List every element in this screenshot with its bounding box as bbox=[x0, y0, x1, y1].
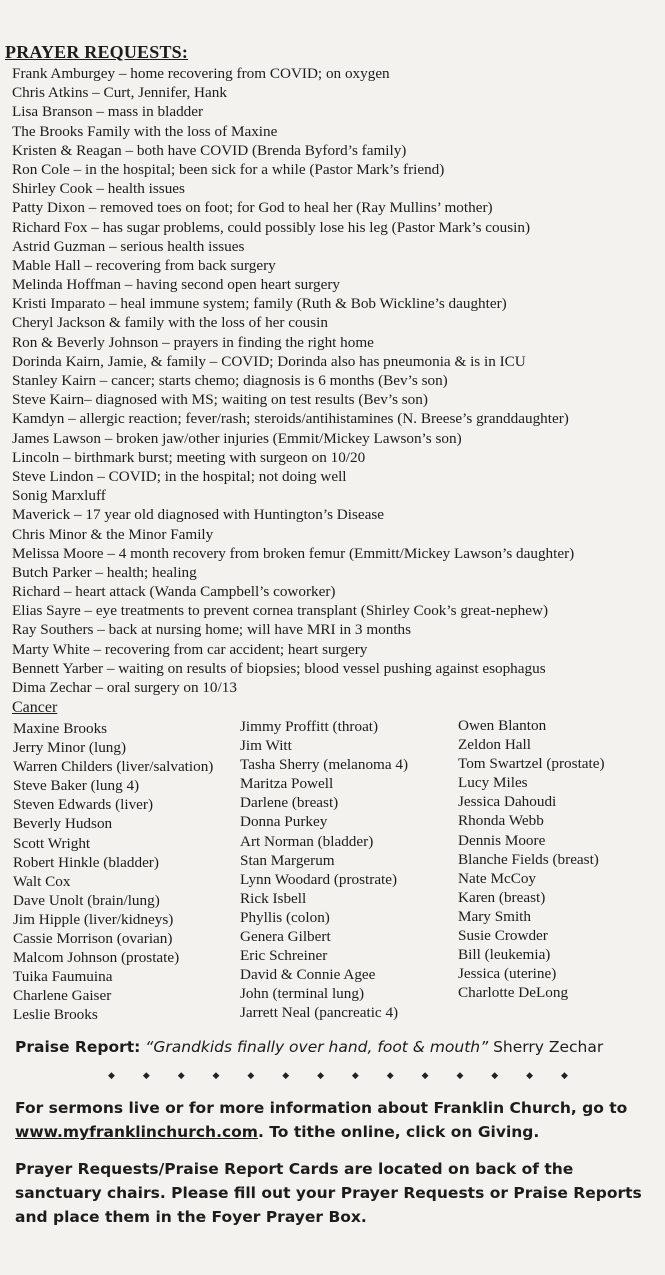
praise-report-author: Sherry Zechar bbox=[493, 1038, 604, 1056]
prayer-request-item: Dorinda Kairn, Jamie, & family – COVID; Dorinda also has pneumonia & is in ICU bbox=[12, 352, 526, 370]
cancer-list-item: Owen Blanton bbox=[458, 717, 547, 734]
cancer-list-item: Warren Childers (liver/salvation) bbox=[13, 758, 214, 776]
cancer-list-item: John (terminal lung) bbox=[240, 985, 365, 1003]
cancer-list-item: Jarrett Neal (pancreatic 4) bbox=[240, 1004, 399, 1022]
cancer-list-item: Zeldon Hall bbox=[458, 736, 531, 754]
cancer-list-item: Bill (leukemia) bbox=[458, 946, 551, 964]
cancer-list-item: Tuika Faumuina bbox=[13, 968, 113, 986]
prayer-request-item: Butch Parker – health; healing bbox=[12, 563, 197, 581]
praise-report-quote: “Grandkids finally over hand, foot & mouth” bbox=[145, 1038, 489, 1056]
cancer-list-item: Robert Hinkle (bladder) bbox=[13, 853, 159, 871]
prayer-request-item: Richard – heart attack (Wanda Campbell’s coworker) bbox=[12, 583, 336, 601]
prayer-request-item: Steve Lindon – COVID; in the hospital; not doing well bbox=[12, 467, 347, 485]
sermons-info-text: For sermons live or for more information about Franklin Church, go to bbox=[15, 1099, 628, 1117]
diamond-bullet-icon: ◆ bbox=[491, 1071, 499, 1081]
diamond-bullet-icon: ◆ bbox=[351, 1071, 359, 1081]
prayer-request-item: Melissa Moore – 4 month recovery from broken femur (Emmitt/Mickey Lawson’s daughter) bbox=[12, 544, 575, 562]
cancer-list-item: Blanche Fields (breast) bbox=[458, 850, 599, 868]
prayer-request-item: The Brooks Family with the loss of Maxine bbox=[12, 122, 278, 140]
cancer-list-item: Nate McCoy bbox=[458, 869, 537, 887]
cancer-list-item: Rick Isbell bbox=[240, 889, 307, 907]
cancer-list-item: Beverly Hudson bbox=[13, 815, 113, 833]
prayer-request-item: Steve Kairn– diagnosed with MS; waiting on test results (Bev’s son) bbox=[12, 391, 428, 409]
diamond-bullet-icon: ◆ bbox=[456, 1071, 464, 1081]
prayer-request-item: Richard Fox – has sugar problems, could possibly lose his leg (Pastor Mark’s cousin) bbox=[12, 218, 531, 236]
cancer-list-item: Lynn Woodard (prostrate) bbox=[240, 870, 398, 888]
prayer-request-item: Chris Atkins – Curt, Jennifer, Hank bbox=[12, 84, 227, 102]
cancer-list-item: Jessica (uterine) bbox=[458, 965, 557, 983]
cancer-list-item: Dave Unolt (brain/lung) bbox=[13, 891, 160, 909]
cancer-heading: Cancer bbox=[12, 699, 58, 716]
prayer-request-item: Kamdyn – allergic reaction; fever/rash; steroids/antihistamines (N. Breese’s granddaughter) bbox=[12, 410, 569, 428]
cancer-list-column-1 bbox=[13, 719, 213, 1025]
cancer-list-column-2 bbox=[240, 717, 408, 1023]
prayer-request-item: Astrid Guzman – serious health issues bbox=[12, 237, 245, 255]
praise-report-label: Praise Report: bbox=[15, 1038, 141, 1056]
diamond-bullet-icon: ◆ bbox=[282, 1071, 290, 1081]
cancer-list-item: Susie Crowder bbox=[458, 927, 548, 945]
prayer-request-item: James Lawson – broken jaw/other injuries (Emmit/Mickey Lawson’s son) bbox=[12, 429, 462, 447]
diamond-bullet-icon: ◆ bbox=[247, 1071, 255, 1081]
prayer-request-list bbox=[12, 64, 662, 697]
prayer-request-item: Ron Cole – in the hospital; been sick for a while (Pastor Mark’s friend) bbox=[12, 160, 445, 178]
cancer-list-item: Maritza Powell bbox=[240, 775, 334, 793]
prayer-request-item: Frank Amburgey – home recovering from COVID; on oxygen bbox=[12, 65, 390, 82]
prayer-requests-heading: PRAYER REQUESTS: bbox=[5, 42, 189, 62]
prayer-request-item: Dima Zechar – oral surgery on 10/13 bbox=[12, 679, 237, 696]
cancer-list-item: Cassie Morrison (ovarian) bbox=[13, 930, 173, 948]
prayer-request-item: Patty Dixon – removed toes on foot; for God to heal her (Ray Mullins’ mother) bbox=[12, 199, 493, 217]
cancer-list-item: Tom Swartzel (prostate) bbox=[458, 755, 605, 773]
cancer-list-item: Walt Cox bbox=[13, 872, 71, 890]
diamond-bullet-icon: ◆ bbox=[142, 1071, 150, 1081]
prayer-request-item: Bennett Yarber – waiting on results of biopsies; blood vessel pushing against esophagus bbox=[12, 659, 546, 677]
cancer-list-item: Dennis Moore bbox=[458, 831, 546, 849]
cancer-list-item: Donna Purkey bbox=[240, 813, 328, 831]
cancer-list-item: Jim Hipple (liver/kidneys) bbox=[13, 910, 174, 928]
cancer-list-item: Charlotte DeLong bbox=[458, 984, 569, 1002]
prayer-cards-info: Prayer Requests/Praise Report Cards are located on back of the sanctuary chairs. Please fill out your Prayer Requests or Praise Reports and place them in the Foyer Prayer Box. bbox=[15, 1160, 642, 1226]
prayer-request-item: Cheryl Jackson & family with the loss of her cousin bbox=[12, 314, 328, 332]
sermons-info bbox=[15, 1096, 645, 1144]
cancer-list-item: Rhonda Webb bbox=[458, 812, 544, 830]
diamond-bullet-icon: ◆ bbox=[212, 1071, 220, 1081]
cancer-list-item: Genera Gilbert bbox=[240, 928, 331, 946]
cancer-list-item: Steve Baker (lung 4) bbox=[13, 777, 140, 795]
cancer-list-item: David & Connie Agee bbox=[240, 966, 376, 984]
prayer-request-item: Kristen & Reagan – both have COVID (Brenda Byford’s family) bbox=[12, 141, 407, 159]
prayer-request-item: Chris Minor & the Minor Family bbox=[12, 525, 214, 543]
tithe-info-text: . To tithe online, click on Giving. bbox=[257, 1123, 540, 1141]
diamond-bullet-icon: ◆ bbox=[177, 1071, 185, 1081]
cancer-list-item: Darlene (breast) bbox=[240, 794, 339, 812]
diamond-divider bbox=[108, 1071, 568, 1081]
cancer-list-item: Jim Witt bbox=[240, 737, 292, 755]
cancer-list-item: Steven Edwards (liver) bbox=[13, 796, 154, 814]
church-website-link[interactable]: www.myfranklinchurch.com bbox=[15, 1123, 258, 1141]
cancer-list-item: Eric Schreiner bbox=[240, 947, 328, 965]
prayer-request-item: Kristi Imparato – heal immune system; family (Ruth & Bob Wickline’s daughter) bbox=[12, 295, 507, 313]
prayer-request-item: Marty White – recovering from car accident; heart surgery bbox=[12, 640, 368, 658]
prayer-request-item: Sonig Marxluff bbox=[12, 487, 106, 505]
prayer-request-item: Ron & Beverly Johnson – prayers in finding the right home bbox=[12, 333, 374, 351]
cancer-list-item: Phyllis (colon) bbox=[240, 908, 330, 926]
cancer-list-item: Leslie Brooks bbox=[13, 1006, 98, 1024]
cancer-list-item: Karen (breast) bbox=[458, 888, 546, 906]
cancer-list-item: Jimmy Proffitt (throat) bbox=[240, 718, 379, 735]
cancer-list-item: Malcom Johnson (prostate) bbox=[13, 949, 180, 967]
cancer-list-item: Charlene Gaiser bbox=[13, 987, 112, 1005]
praise-report bbox=[15, 1038, 603, 1056]
cancer-list-item: Art Norman (bladder) bbox=[240, 832, 374, 850]
prayer-request-item: Elias Sayre – eye treatments to prevent cornea transplant (Shirley Cook’s great-nephew) bbox=[12, 602, 549, 620]
prayer-request-item: Stanley Kairn – cancer; starts chemo; diagnosis is 6 months (Bev’s son) bbox=[12, 372, 448, 389]
cancer-list-item: Lucy Miles bbox=[458, 774, 528, 792]
cancer-list-item: Scott Wright bbox=[13, 834, 91, 852]
prayer-request-item: Ray Southers – back at nursing home; will have MRI in 3 months bbox=[12, 621, 412, 639]
diamond-bullet-icon: ◆ bbox=[317, 1071, 324, 1081]
prayer-request-item: Lisa Branson – mass in bladder bbox=[12, 103, 204, 121]
diamond-bullet-icon: ◆ bbox=[560, 1071, 568, 1081]
cancer-list-column-3 bbox=[458, 716, 605, 1002]
cancer-list-item: Stan Margerum bbox=[240, 851, 335, 869]
cancer-list-item: Tasha Sherry (melanoma 4) bbox=[240, 756, 409, 774]
prayer-request-item: Lincoln – birthmark burst; meeting with surgeon on 10/20 bbox=[12, 448, 366, 466]
prayer-request-item: Melinda Hoffman – having second open heart surgery bbox=[12, 276, 340, 294]
prayer-request-item: Mable Hall – recovering from back surgery bbox=[12, 256, 276, 274]
diamond-bullet-icon: ◆ bbox=[108, 1071, 115, 1081]
cancer-list-item: Jerry Minor (lung) bbox=[13, 739, 127, 757]
cancer-list-item: Maxine Brooks bbox=[13, 720, 108, 737]
diamond-bullet-icon: ◆ bbox=[421, 1071, 429, 1081]
diamond-bullet-icon: ◆ bbox=[386, 1071, 394, 1081]
diamond-bullet-icon: ◆ bbox=[526, 1071, 534, 1081]
prayer-request-item: Shirley Cook – health issues bbox=[12, 180, 185, 198]
prayer-request-item: Maverick – 17 year old diagnosed with Huntington’s Disease bbox=[12, 506, 385, 524]
cancer-list-item: Mary Smith bbox=[458, 907, 531, 925]
cancer-list-item: Jessica Dahoudi bbox=[458, 793, 557, 811]
